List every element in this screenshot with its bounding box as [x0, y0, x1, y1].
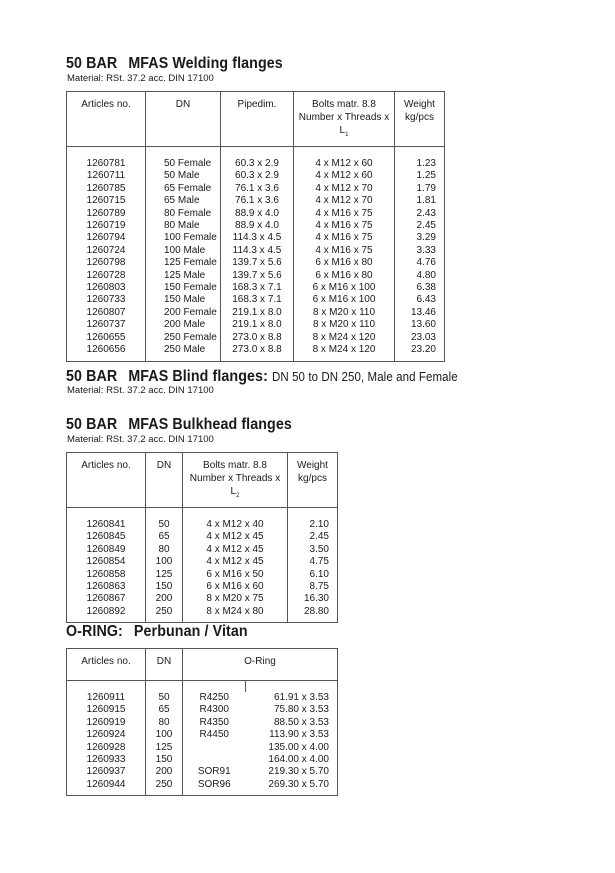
- dn-cell: 50 Male: [146, 170, 221, 182]
- table-row: [67, 754, 338, 766]
- oring-title: [66, 623, 248, 641]
- spacer-cell: [183, 508, 288, 520]
- article-cell: 1260867: [67, 593, 146, 605]
- bolts-cell: 6 x M16 x 50: [183, 569, 288, 581]
- table-header-row: [67, 649, 338, 681]
- bolts-cell: 8 x M20 x 75: [183, 593, 288, 605]
- article-cell: 1260715: [67, 195, 146, 207]
- spacer-cell: [67, 147, 146, 159]
- dn-cell: 250: [146, 779, 183, 796]
- bolts-cell: 4 x M12 x 70: [294, 195, 395, 207]
- oring-code-cell: R4300: [199, 704, 229, 716]
- table-row: [67, 220, 445, 232]
- bolts-cell: 4 x M12 x 40: [183, 519, 288, 531]
- dn-cell: 125: [146, 569, 183, 581]
- pipedim-cell: 168.3 x 7.1: [221, 282, 294, 294]
- oring-size-cell: 135.00 x 4.00: [246, 742, 338, 754]
- weight-cell: 1.79: [395, 183, 445, 195]
- spacer-cell: [146, 508, 183, 520]
- pipedim-cell: 114.3 x 4.5: [221, 232, 294, 244]
- col-bolts: [183, 453, 288, 508]
- section-name: MFAS Welding flanges: [128, 55, 283, 72]
- col-articles: Articles no.: [67, 453, 146, 508]
- oring-code-cell: [183, 754, 246, 766]
- col-dn: DN: [146, 649, 183, 681]
- spacer-row: [67, 681, 338, 693]
- dn-cell: 80 Male: [146, 220, 221, 232]
- oring-size-cell: 269.30 x 5.70: [246, 779, 338, 796]
- dn-cell: 100 Male: [146, 245, 221, 257]
- weight-cell: 23.20: [395, 344, 445, 361]
- bolts-cell: 8 x M20 x 110: [294, 307, 395, 319]
- table-row: [67, 208, 445, 220]
- weight-header-line1: Weight: [297, 460, 328, 471]
- table-row: [67, 779, 338, 796]
- bolts-cell: 4 x M12 x 60: [294, 170, 395, 182]
- pipedim-cell: 60.3 x 2.9: [221, 158, 294, 170]
- article-cell: 1260919: [67, 717, 146, 729]
- table-row: [67, 742, 338, 754]
- oring-code-cell: SOR96: [183, 779, 246, 796]
- article-cell: 1260841: [67, 519, 146, 531]
- table-row: [67, 195, 445, 207]
- bolts-cell: 6 x M16 x 100: [294, 294, 395, 306]
- article-cell: 1260845: [67, 531, 146, 543]
- article-cell: 1260807: [67, 307, 146, 319]
- col-articles: Articles no.: [67, 92, 146, 147]
- oring-size-cell: 164.00 x 4.00: [246, 754, 338, 766]
- blind-material-note: Material: RSt. 37.2 acc. DIN 17100: [67, 385, 214, 396]
- article-cell: 1260711: [67, 170, 146, 182]
- table-row: [67, 556, 338, 568]
- welding-material-note: Material: RSt. 37.2 acc. DIN 17100: [67, 73, 214, 84]
- article-cell: 1260892: [67, 606, 146, 623]
- table-row: [67, 158, 445, 170]
- spacer-cell: [221, 147, 294, 159]
- bolts-cell: 4 x M12 x 70: [294, 183, 395, 195]
- oring-size-cell: 88.50 x 3.53: [246, 717, 338, 729]
- weight-header-line2: kg/pcs: [298, 473, 327, 484]
- pipedim-cell: 88.9 x 4.0: [221, 208, 294, 220]
- article-cell: 1260724: [67, 245, 146, 257]
- pipedim-cell: 168.3 x 7.1: [221, 294, 294, 306]
- dn-cell: 65: [146, 531, 183, 543]
- weight-cell: 6.43: [395, 294, 445, 306]
- section-name: MFAS Bulkhead flanges: [128, 416, 292, 433]
- table-row: [67, 729, 338, 741]
- bolts-cell: 4 x M16 x 75: [294, 245, 395, 257]
- bolts-cell: 6 x M16 x 80: [294, 270, 395, 282]
- col-dn: DN: [146, 453, 183, 508]
- section-description: DN 50 to DN 250, Male and Female: [271, 370, 458, 384]
- article-cell: 1260785: [67, 183, 146, 195]
- section-name: O-RING:: [66, 623, 123, 640]
- oring-table: [66, 648, 338, 796]
- oring-code-cell: SOR91: [197, 766, 231, 778]
- article-cell: 1260858: [67, 569, 146, 581]
- weight-header-line1: Weight: [404, 99, 435, 110]
- bolts-header-line2: Number x Threads x L: [189, 473, 281, 497]
- spacer-cell: [67, 508, 146, 520]
- bulkhead-flanges-table: [66, 452, 338, 623]
- article-cell: 1260794: [67, 232, 146, 244]
- article-cell: 1260803: [67, 282, 146, 294]
- oring-size-cell: 219.30 x 5.70: [246, 766, 338, 778]
- table-row: [67, 170, 445, 182]
- dn-cell: 125: [146, 742, 183, 754]
- weight-cell: 1.81: [395, 195, 445, 207]
- weight-header-line2: kg/pcs: [405, 112, 434, 123]
- bolts-cell: 4 x M12 x 60: [294, 158, 395, 170]
- table-row: [67, 282, 445, 294]
- bulkhead-flanges-title: [66, 416, 292, 434]
- pipedim-cell: 60.3 x 2.9: [221, 170, 294, 182]
- spacer-cell: [183, 681, 246, 693]
- weight-cell: 2.45: [288, 531, 338, 543]
- dn-cell: 150 Male: [146, 294, 221, 306]
- weight-cell: 6.38: [395, 282, 445, 294]
- article-cell: 1260849: [67, 544, 146, 556]
- weight-cell: 4.75: [288, 556, 338, 568]
- article-cell: 1260928: [67, 742, 146, 754]
- pipedim-cell: 76.1 x 3.6: [221, 183, 294, 195]
- weight-cell: 13.46: [395, 307, 445, 319]
- welding-flanges-table: [66, 91, 445, 362]
- article-cell: 1260655: [67, 332, 146, 344]
- weight-cell: 28.80: [288, 606, 338, 623]
- table-row: [67, 319, 445, 331]
- table-row: [67, 307, 445, 319]
- weight-cell: 3.29: [395, 232, 445, 244]
- oring-code-cell: R4250: [199, 692, 229, 703]
- table-row: [67, 519, 338, 531]
- table-row: [67, 332, 445, 344]
- weight-cell: 4.80: [395, 270, 445, 282]
- pressure-rating: 50 BAR: [66, 368, 118, 385]
- pipedim-cell: 139.7 x 5.6: [221, 257, 294, 269]
- welding-flanges-title: [66, 55, 283, 73]
- table-row: [67, 692, 338, 704]
- spacer-row: [67, 508, 338, 520]
- bolts-cell: 4 x M16 x 75: [294, 232, 395, 244]
- dn-cell: 200: [146, 593, 183, 605]
- table-row: [67, 344, 445, 361]
- bolts-cell: 4 x M16 x 75: [294, 208, 395, 220]
- article-cell: 1260733: [67, 294, 146, 306]
- section-description: Perbunan / Vitan: [133, 623, 248, 640]
- article-cell: 1260944: [67, 779, 146, 796]
- dn-cell: 100: [146, 556, 183, 568]
- article-cell: 1260933: [67, 754, 146, 766]
- spacer-row: [67, 147, 445, 159]
- dn-cell: 100: [146, 729, 183, 741]
- article-cell: 1260924: [67, 729, 146, 741]
- bolts-cell: 6 x M16 x 60: [183, 581, 288, 593]
- pipedim-cell: 219.1 x 8.0: [221, 319, 294, 331]
- bolts-cell: 8 x M24 x 80: [183, 606, 288, 623]
- table-row: [67, 257, 445, 269]
- bolts-cell: 8 x M24 x 120: [294, 344, 395, 361]
- spacer-cell: [146, 147, 221, 159]
- table-row: [67, 606, 338, 623]
- pressure-rating: 50 BAR: [66, 55, 118, 72]
- bolts-cell: 4 x M12 x 45: [183, 531, 288, 543]
- weight-cell: 3.50: [288, 544, 338, 556]
- oring-code-cell: R4350: [199, 716, 229, 728]
- dn-cell: 150 Female: [146, 282, 221, 294]
- section-name: MFAS Blind flanges:: [128, 368, 268, 385]
- article-cell: 1260656: [67, 344, 146, 361]
- dn-cell: 125 Male: [146, 270, 221, 282]
- dn-cell: 150: [146, 754, 183, 766]
- table-row: [67, 270, 445, 282]
- bulkhead-material-note: Material: RSt. 37.2 acc. DIN 17100: [67, 434, 214, 445]
- table-row: [67, 183, 445, 195]
- bolts-header-subscript: 2: [236, 493, 240, 499]
- dn-cell: 250: [146, 606, 183, 623]
- table-row: [67, 766, 338, 778]
- dn-cell: 65 Male: [146, 195, 221, 207]
- oring-size-cell: 113.90 x 3.53: [246, 729, 338, 741]
- spacer-cell: [246, 681, 338, 693]
- article-cell: 1260854: [67, 556, 146, 568]
- article-cell: 1260911: [67, 692, 146, 704]
- col-articles: Articles no.: [67, 649, 146, 681]
- col-pipedim: Pipedim.: [221, 92, 294, 147]
- dn-cell: 100 Female: [146, 232, 221, 244]
- weight-cell: 2.43: [395, 208, 445, 220]
- pipedim-cell: 273.0 x 8.8: [221, 344, 294, 361]
- bolts-cell: 4 x M16 x 75: [294, 220, 395, 232]
- bolts-header-line2: Number x Threads x L: [298, 112, 390, 136]
- pressure-rating: 50 BAR: [66, 416, 118, 433]
- spacer-cell: [294, 147, 395, 159]
- table-row: [67, 581, 338, 593]
- table-row: [67, 245, 445, 257]
- dn-cell: 65 Female: [146, 183, 221, 195]
- article-cell: 1260863: [67, 581, 146, 593]
- dn-cell: 50: [146, 692, 183, 704]
- article-cell: 1260781: [67, 158, 146, 170]
- table-row: [67, 544, 338, 556]
- pipedim-cell: 88.9 x 4.0: [221, 220, 294, 232]
- dn-cell: 65: [146, 704, 183, 716]
- weight-cell: 6.10: [288, 569, 338, 581]
- table-header-row: [67, 453, 338, 508]
- table-row: [67, 294, 445, 306]
- pipedim-cell: 219.1 x 8.0: [221, 307, 294, 319]
- dn-cell: 200 Male: [146, 319, 221, 331]
- dn-cell: 250 Male: [146, 344, 221, 361]
- dn-cell: 80: [146, 717, 183, 729]
- table-row: [67, 569, 338, 581]
- article-cell: 1260915: [67, 704, 146, 716]
- weight-cell: 1.23: [395, 158, 445, 170]
- weight-cell: 8.75: [288, 581, 338, 593]
- table-row: [67, 232, 445, 244]
- pipedim-cell: 139.7 x 5.6: [221, 270, 294, 282]
- article-cell: 1260719: [67, 220, 146, 232]
- bolts-cell: 4 x M12 x 45: [183, 544, 288, 556]
- bolts-cell: 8 x M24 x 120: [294, 332, 395, 344]
- col-weight: [288, 453, 338, 508]
- weight-cell: 3.33: [395, 245, 445, 257]
- weight-cell: 23.03: [395, 332, 445, 344]
- col-dn: DN: [146, 92, 221, 147]
- dn-cell: 50: [146, 519, 183, 531]
- table-row: [67, 531, 338, 543]
- bolts-cell: 8 x M20 x 110: [294, 319, 395, 331]
- article-cell: 1260789: [67, 208, 146, 220]
- dn-cell: 200 Female: [146, 307, 221, 319]
- col-bolts: [294, 92, 395, 147]
- dn-cell: 125 Female: [146, 257, 221, 269]
- bolts-header-line1: Bolts matr. 8.8: [312, 99, 376, 110]
- weight-cell: 4.76: [395, 257, 445, 269]
- spacer-cell: [146, 681, 183, 693]
- article-cell: 1260728: [67, 270, 146, 282]
- bolts-cell: 6 x M16 x 100: [294, 282, 395, 294]
- weight-cell: 16.30: [288, 593, 338, 605]
- weight-cell: 13.60: [395, 319, 445, 331]
- pipedim-cell: 273.0 x 8.8: [221, 332, 294, 344]
- dn-cell: 250 Female: [146, 332, 221, 344]
- bolts-cell: 6 x M16 x 80: [294, 257, 395, 269]
- spacer-cell: [67, 681, 146, 693]
- dn-cell: 200: [146, 766, 183, 778]
- col-oring: O-Ring: [183, 649, 338, 681]
- oring-size-cell: 75.80 x 3.53: [246, 704, 338, 716]
- table-row: [67, 593, 338, 605]
- table-row: [67, 704, 338, 716]
- bolts-header-line1: Bolts matr. 8.8: [203, 460, 267, 471]
- dn-cell: 50 Female: [146, 158, 221, 170]
- weight-cell: 1.25: [395, 170, 445, 182]
- dn-cell: 150: [146, 581, 183, 593]
- weight-cell: 2.45: [395, 220, 445, 232]
- table-header-row: [67, 92, 445, 147]
- oring-code-cell: [183, 742, 246, 754]
- bolts-cell: 4 x M12 x 45: [183, 556, 288, 568]
- oring-size-cell: 61.91 x 3.53: [246, 692, 338, 704]
- pipedim-cell: 76.1 x 3.6: [221, 195, 294, 207]
- spacer-cell: [395, 147, 445, 159]
- weight-cell: 2.10: [288, 519, 338, 531]
- article-cell: 1260937: [67, 766, 146, 778]
- dn-cell: 80 Female: [146, 208, 221, 220]
- pipedim-cell: 114.3 x 4.5: [221, 245, 294, 257]
- spacer-cell: [288, 508, 338, 520]
- table-row: [67, 717, 338, 729]
- dn-cell: 80: [146, 544, 183, 556]
- article-cell: 1260737: [67, 319, 146, 331]
- article-cell: 1260798: [67, 257, 146, 269]
- blind-flanges-title: [66, 368, 458, 386]
- col-weight: [395, 92, 445, 147]
- oring-code-cell: R4450: [199, 729, 229, 741]
- bolts-header-subscript: 1: [345, 132, 349, 138]
